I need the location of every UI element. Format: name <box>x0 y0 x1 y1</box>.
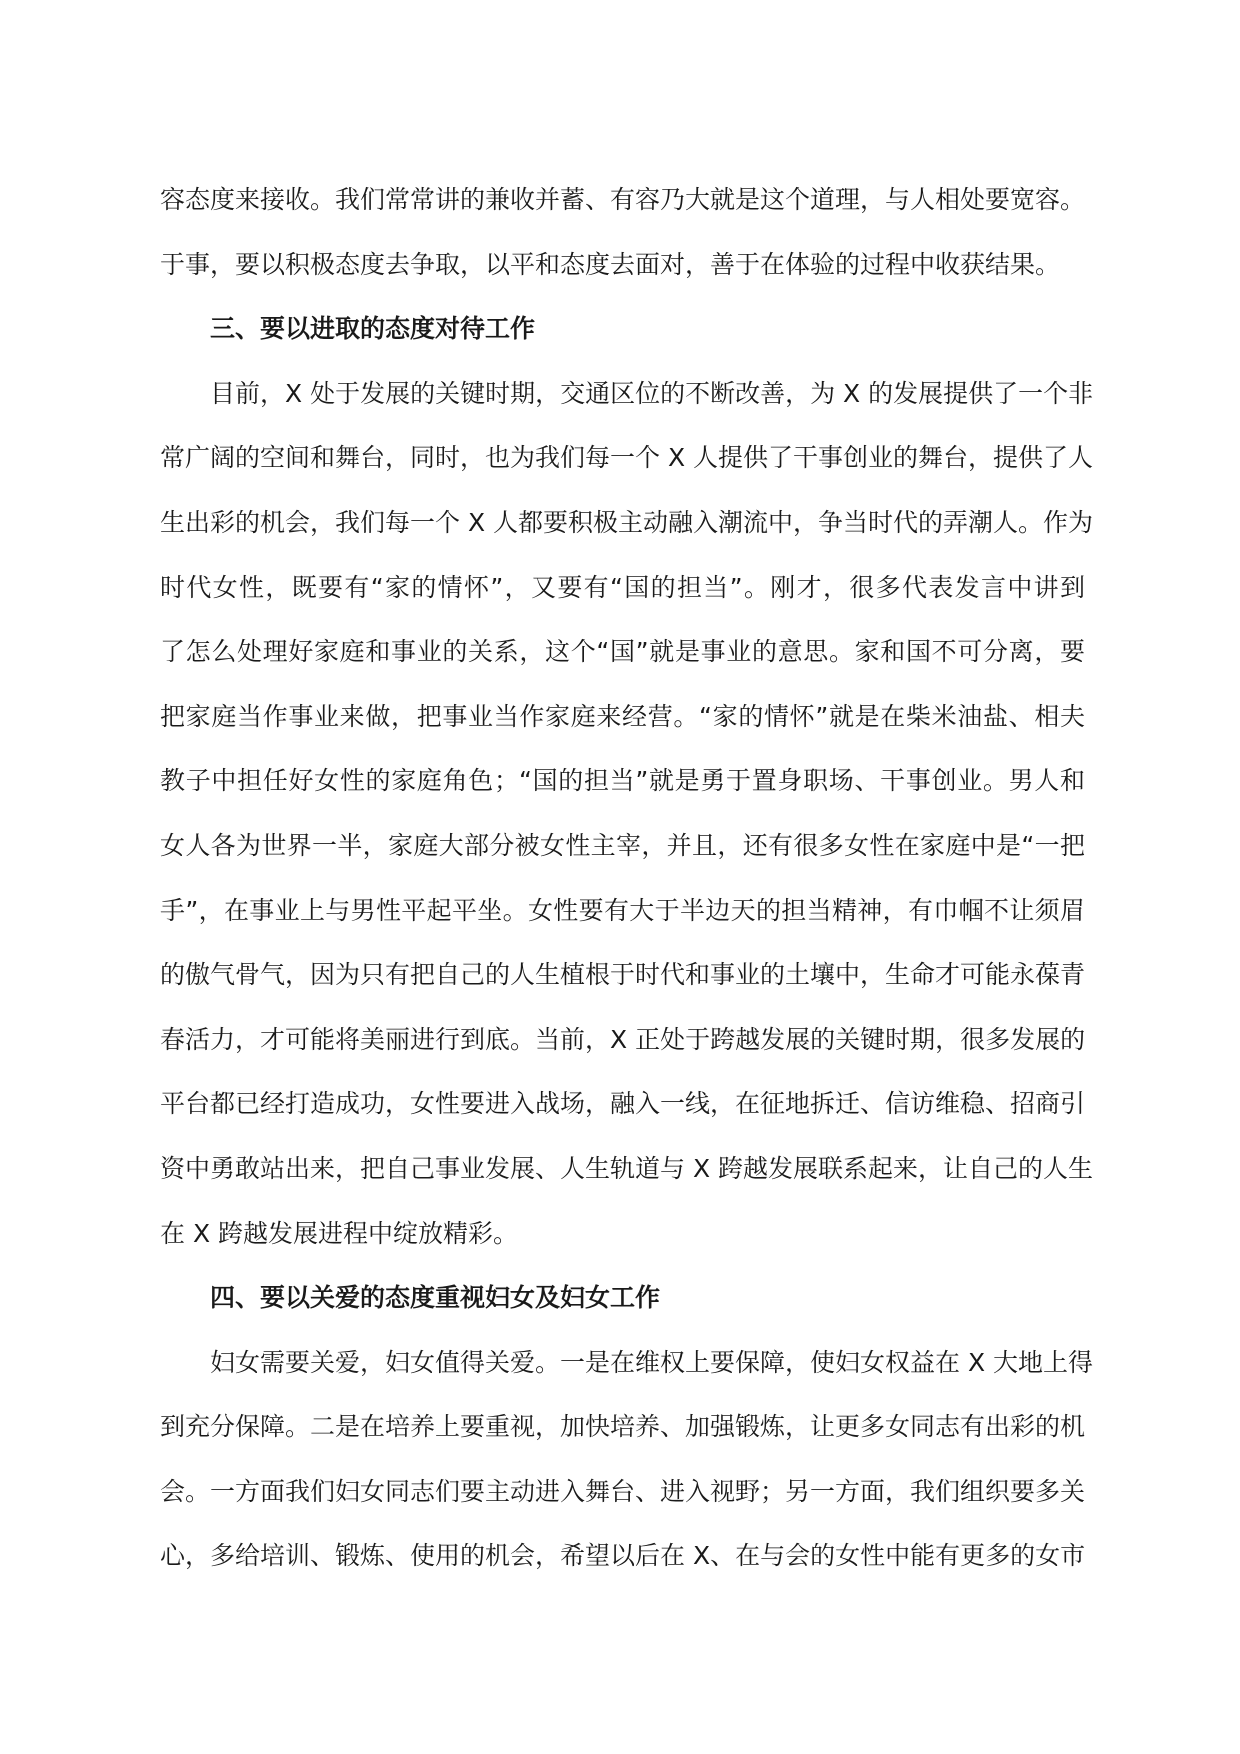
text-line: 女人各为世界一半，家庭大部分被女性主宰，并且，还有很多女性在家庭中是“一把 <box>160 830 1085 860</box>
paragraph-section-4 <box>160 1331 1094 1589</box>
text-line: 妇女需要关爱，妇女值得关爱。一是在维权上要保障，使妇女权益在 X 大地上得 <box>210 1347 1094 1377</box>
text-line: 手”，在事业上与男性平起平坐。女性要有大于半边天的担当精神，有巾帼不让须眉 <box>160 895 1085 925</box>
document-body <box>160 168 1094 1589</box>
text-line: 会。一方面我们妇女同志们要主动进入舞台、进入视野；另一方面，我们组织要多关 <box>160 1476 1086 1506</box>
text-line: 于事，要以积极态度去争取，以平和态度去面对，善于在体验的过程中收获结果。 <box>160 249 1061 279</box>
text-line: 在 X 跨越发展进程中绽放精彩。 <box>160 1218 519 1248</box>
paragraph-section-3 <box>160 362 1094 1266</box>
text-line: 了怎么处理好家庭和事业的关系，这个“国”就是事业的意思。家和国不可分离，要 <box>160 637 1085 667</box>
text-line: 春活力，才可能将美丽进行到底。当前，X 正处于跨越发展的关键时期，很多发展的 <box>160 1024 1086 1054</box>
text-line: 的傲气骨气，因为只有把自己的人生植根于时代和事业的土壤中，生命才可能永葆青 <box>160 960 1086 990</box>
text-line: 到充分保障。二是在培养上要重视，加快培养、加强锻炼，让更多女同志有出彩的机 <box>160 1412 1086 1442</box>
text-line: 目前，X 处于发展的关键时期，交通区位的不断改善，为 X 的发展提供了一个非 <box>210 378 1094 408</box>
text-line: 把家庭当作事业来做，把事业当作家庭来经营。“家的情怀”就是在柴米油盐、相夫 <box>160 701 1085 731</box>
text-line: 时代女性，既要有“家的情怀”，又要有“国的担当”。刚才，很多代表发言中讲到 <box>160 572 1085 602</box>
text-line: 平台都已经打造成功，女性要进入战场，融入一线，在征地拆迁、信访维稳、招商引 <box>160 1089 1086 1119</box>
text-line: 容态度来接收。我们常常讲的兼收并蓄、有容乃大就是这个道理，与人相处要宽容。 <box>160 185 1086 214</box>
text-line: 心，多给培训、锻炼、使用的机会，希望以后在 X、在与会的女性中能有更多的女市 <box>160 1541 1086 1571</box>
text-line: 资中勇敢站出来，把自己事业发展、人生轨道与 X 跨越发展联系起来，让自己的人生 <box>160 1153 1094 1183</box>
text-line: 生出彩的机会，我们每一个 X 人都要积极主动融入潮流中，争当时代的弄潮人。作为 <box>160 507 1094 537</box>
section-heading-3: 三、要以进取的态度对待工作 <box>210 314 536 344</box>
paragraph-continued <box>160 168 1085 297</box>
section-heading-4: 四、要以关爱的态度重视妇女及妇女工作 <box>210 1283 661 1313</box>
text-line: 常广阔的空间和舞台，同时，也为我们每一个 X 人提供了干事创业的舞台，提供了人 <box>160 443 1094 473</box>
text-line: 教子中担任好女性的家庭角色；“国的担当”就是勇于置身职场、干事创业。男人和 <box>160 766 1085 796</box>
